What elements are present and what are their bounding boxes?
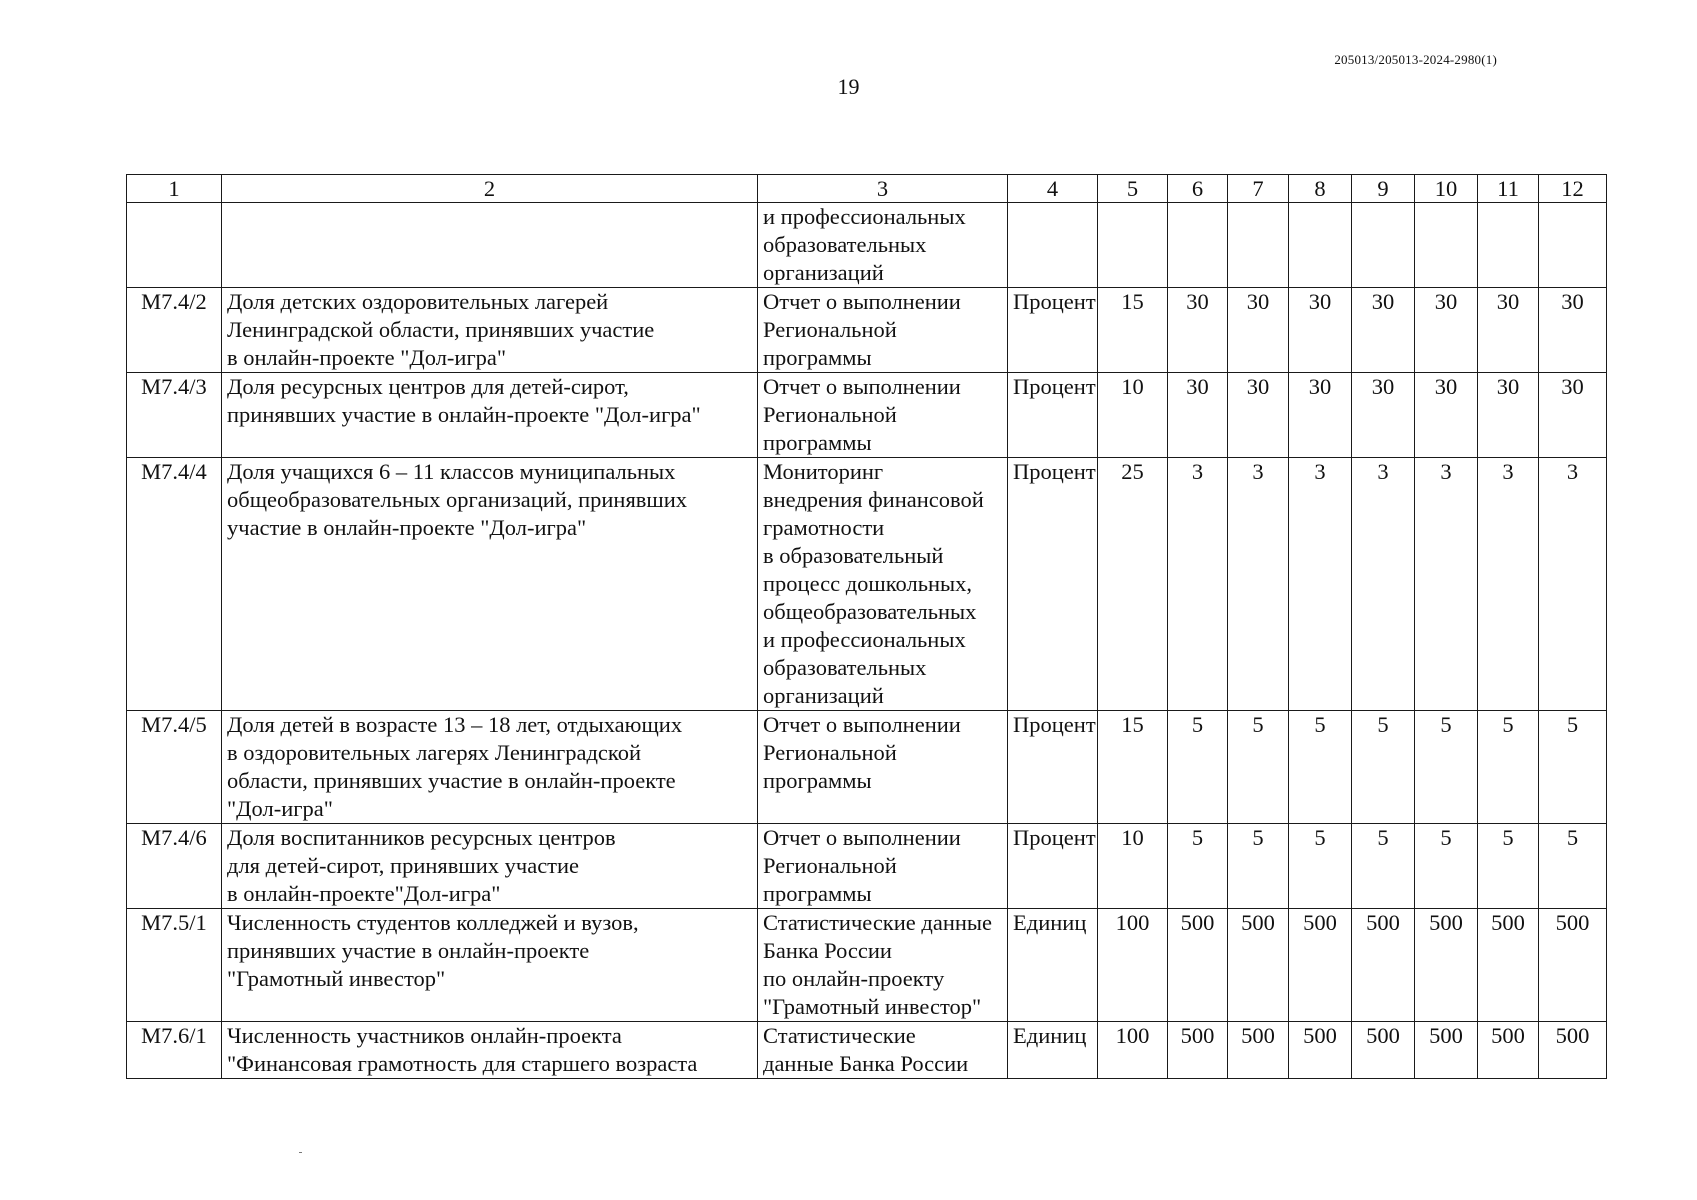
indicator-name-line: Доля воспитанников ресурсных центров (227, 825, 616, 850)
indicator-name-line: Доля детских оздоровительных лагерей (227, 289, 609, 314)
value-cell (1539, 203, 1607, 288)
value-cell: 30 (1168, 373, 1228, 458)
data-source-line: Статистические (763, 1023, 916, 1048)
table-row (127, 373, 1607, 458)
indicator-name-line: в онлайн-проекте"Дол-игра" (227, 881, 501, 906)
value-cell: 30 (1539, 288, 1607, 373)
value-cell: 100 (1098, 909, 1168, 1022)
data-source (758, 824, 1008, 909)
data-source-line: Мониторинг (763, 459, 884, 484)
value-cell: 500 (1352, 1022, 1415, 1079)
value-cell (1478, 203, 1539, 288)
indicator-name (222, 1022, 758, 1079)
value-cell: 30 (1352, 288, 1415, 373)
unit-of-measure: Процент (1008, 288, 1098, 373)
data-source-line: "Грамотный инвестор" (763, 994, 982, 1019)
value-cell: 3 (1478, 458, 1539, 711)
value-cell: 5 (1168, 824, 1228, 909)
value-cell: 30 (1478, 373, 1539, 458)
indicator-name-line: Численность студентов колледжей и вузов, (227, 910, 639, 935)
value-cell: 30 (1415, 288, 1478, 373)
indicator-name (222, 288, 758, 373)
unit-of-measure: Процент (1008, 458, 1098, 711)
value-cell: 3 (1415, 458, 1478, 711)
indicator-name-line: Доля учащихся 6 – 11 классов муниципальных (227, 459, 676, 484)
data-source-line: организаций (763, 260, 884, 285)
table-body (127, 203, 1607, 1079)
data-source-line: образовательных (763, 655, 927, 680)
indicator-name-line: в оздоровительных лагерях Ленинградской (227, 740, 641, 765)
indicator-name-line: "Грамотный инвестор" (227, 966, 446, 991)
header-cell: 12 (1539, 175, 1607, 203)
unit-of-measure: Единиц (1008, 1022, 1098, 1079)
value-cell: 10 (1098, 373, 1168, 458)
data-source-line: грамотности (763, 515, 885, 540)
table-row (127, 288, 1607, 373)
value-cell (1352, 203, 1415, 288)
header-cell: 2 (222, 175, 758, 203)
value-cell: 5 (1168, 711, 1228, 824)
indicators-table (126, 174, 1607, 1079)
header-cell: 4 (1008, 175, 1098, 203)
unit-of-measure (1008, 203, 1098, 288)
value-cell: 5 (1352, 711, 1415, 824)
value-cell: 500 (1352, 909, 1415, 1022)
indicator-name (222, 824, 758, 909)
indicator-name-line: участие в онлайн-проекте "Дол-игра" (227, 515, 587, 540)
value-cell: 30 (1228, 288, 1289, 373)
data-source-line: Региональной (763, 740, 897, 765)
value-cell: 30 (1539, 373, 1607, 458)
value-cell: 15 (1098, 711, 1168, 824)
data-source-line: Региональной (763, 853, 897, 878)
document-code: 205013/205013-2024-2980(1) (1334, 52, 1497, 67)
indicator-name-line: "Дол-игра" (227, 796, 333, 821)
value-cell (1098, 203, 1168, 288)
data-source-line: Региональной (763, 317, 897, 342)
indicator-code: М7.4/4 (127, 458, 222, 711)
value-cell: 500 (1478, 909, 1539, 1022)
data-source-line: Отчет о выполнении (763, 374, 961, 399)
value-cell: 3 (1168, 458, 1228, 711)
value-cell: 5 (1352, 824, 1415, 909)
indicator-name (222, 909, 758, 1022)
data-source-line: и профессиональных (763, 204, 966, 229)
data-source-line: Региональной (763, 402, 897, 427)
indicator-name-line: Доля ресурсных центров для детей-сирот, (227, 374, 629, 399)
value-cell: 5 (1228, 711, 1289, 824)
data-source (758, 203, 1008, 288)
value-cell: 500 (1478, 1022, 1539, 1079)
value-cell: 500 (1415, 909, 1478, 1022)
value-cell: 5 (1289, 711, 1352, 824)
value-cell (1228, 203, 1289, 288)
table-row (127, 203, 1607, 288)
data-source (758, 458, 1008, 711)
indicator-name-line: Ленинградской области, принявших участие (227, 317, 655, 342)
value-cell: 500 (1289, 909, 1352, 1022)
value-cell: 3 (1289, 458, 1352, 711)
indicator-code: М7.6/1 (127, 1022, 222, 1079)
value-cell: 3 (1539, 458, 1607, 711)
indicator-code: М7.4/5 (127, 711, 222, 824)
page-number: 19 (837, 74, 860, 99)
unit-of-measure: Процент (1008, 824, 1098, 909)
header-cell: 1 (127, 175, 222, 203)
data-source (758, 711, 1008, 824)
data-source-line: организаций (763, 683, 884, 708)
indicator-name (222, 203, 758, 288)
indicator-name (222, 711, 758, 824)
value-cell: 30 (1352, 373, 1415, 458)
value-cell: 25 (1098, 458, 1168, 711)
unit-of-measure: Процент (1008, 373, 1098, 458)
indicator-code: М7.5/1 (127, 909, 222, 1022)
header-cell: 8 (1289, 175, 1352, 203)
data-source-line: внедрения финансовой (763, 487, 984, 512)
data-source-line: данные Банка России (763, 1051, 969, 1076)
indicator-code: М7.4/6 (127, 824, 222, 909)
data-source-line: общеобразовательных (763, 599, 977, 624)
data-source-line: Статистические данные (763, 910, 993, 935)
table-row (127, 824, 1607, 909)
data-source-line: программы (763, 345, 872, 370)
indicator-name-line: "Финансовая грамотность для старшего возраста (227, 1051, 698, 1076)
indicator-name (222, 373, 758, 458)
value-cell: 5 (1478, 711, 1539, 824)
value-cell: 5 (1539, 711, 1607, 824)
value-cell: 5 (1539, 824, 1607, 909)
value-cell: 3 (1352, 458, 1415, 711)
header-cell: 11 (1478, 175, 1539, 203)
indicator-name-line: принявших участие в онлайн-проекте (227, 938, 590, 963)
indicator-name (222, 458, 758, 711)
data-source-line: образовательных (763, 232, 927, 257)
data-source-line: Отчет о выполнении (763, 825, 961, 850)
value-cell: 5 (1478, 824, 1539, 909)
indicator-name-line: принявших участие в онлайн-проекте "Дол-игра" (227, 402, 701, 427)
value-cell: 500 (1168, 909, 1228, 1022)
data-source-line: Отчет о выполнении (763, 712, 961, 737)
value-cell: 15 (1098, 288, 1168, 373)
indicator-code: М7.4/2 (127, 288, 222, 373)
value-cell: 5 (1228, 824, 1289, 909)
table-row (127, 458, 1607, 711)
header-cell: 7 (1228, 175, 1289, 203)
value-cell: 10 (1098, 824, 1168, 909)
unit-of-measure: Процент (1008, 711, 1098, 824)
value-cell: 500 (1539, 909, 1607, 1022)
indicator-name-line: области, принявших участие в онлайн-проекте (227, 768, 676, 793)
value-cell: 500 (1289, 1022, 1352, 1079)
data-source-line: процесс дошкольных, (763, 571, 973, 596)
header-cell: 6 (1168, 175, 1228, 203)
indicator-name-line: Доля детей в возрасте 13 – 18 лет, отдыхающих (227, 712, 683, 737)
value-cell: 30 (1415, 373, 1478, 458)
value-cell: 500 (1539, 1022, 1607, 1079)
data-source-line: Банка России (763, 938, 892, 963)
unit-of-measure: Единиц (1008, 909, 1098, 1022)
value-cell: 500 (1168, 1022, 1228, 1079)
data-source-line: по онлайн-проекту (763, 966, 945, 991)
value-cell (1168, 203, 1228, 288)
indicator-name-line: общеобразовательных организаций, принявших (227, 487, 688, 512)
scan-speck (299, 1152, 302, 1153)
value-cell (1289, 203, 1352, 288)
data-source (758, 373, 1008, 458)
table-row (127, 711, 1607, 824)
indicator-name-line: Численность участников онлайн-проекта (227, 1023, 622, 1048)
value-cell: 30 (1228, 373, 1289, 458)
data-source (758, 909, 1008, 1022)
value-cell: 30 (1168, 288, 1228, 373)
value-cell: 500 (1228, 909, 1289, 1022)
value-cell (1415, 203, 1478, 288)
value-cell: 100 (1098, 1022, 1168, 1079)
value-cell: 5 (1415, 711, 1478, 824)
value-cell: 30 (1289, 373, 1352, 458)
header-cell: 5 (1098, 175, 1168, 203)
data-source (758, 1022, 1008, 1079)
indicator-code: М7.4/3 (127, 373, 222, 458)
value-cell: 3 (1228, 458, 1289, 711)
value-cell: 5 (1415, 824, 1478, 909)
header-cell: 3 (758, 175, 1008, 203)
value-cell: 30 (1478, 288, 1539, 373)
value-cell: 5 (1289, 824, 1352, 909)
data-source-line: в образовательный (763, 543, 944, 568)
data-source-line: программы (763, 881, 872, 906)
indicator-code (127, 203, 222, 288)
data-source-line: программы (763, 430, 872, 455)
value-cell: 500 (1228, 1022, 1289, 1079)
value-cell: 30 (1289, 288, 1352, 373)
data-source-line: программы (763, 768, 872, 793)
table-row (127, 1022, 1607, 1079)
table-row (127, 909, 1607, 1022)
data-source (758, 288, 1008, 373)
indicator-name-line: в онлайн-проекте "Дол-игра" (227, 345, 507, 370)
table-header-row (127, 175, 1607, 203)
header-cell: 9 (1352, 175, 1415, 203)
data-source-line: Отчет о выполнении (763, 289, 961, 314)
header-cell: 10 (1415, 175, 1478, 203)
indicator-name-line: для детей-сирот, принявших участие (227, 853, 580, 878)
value-cell: 500 (1415, 1022, 1478, 1079)
data-source-line: и профессиональных (763, 627, 966, 652)
